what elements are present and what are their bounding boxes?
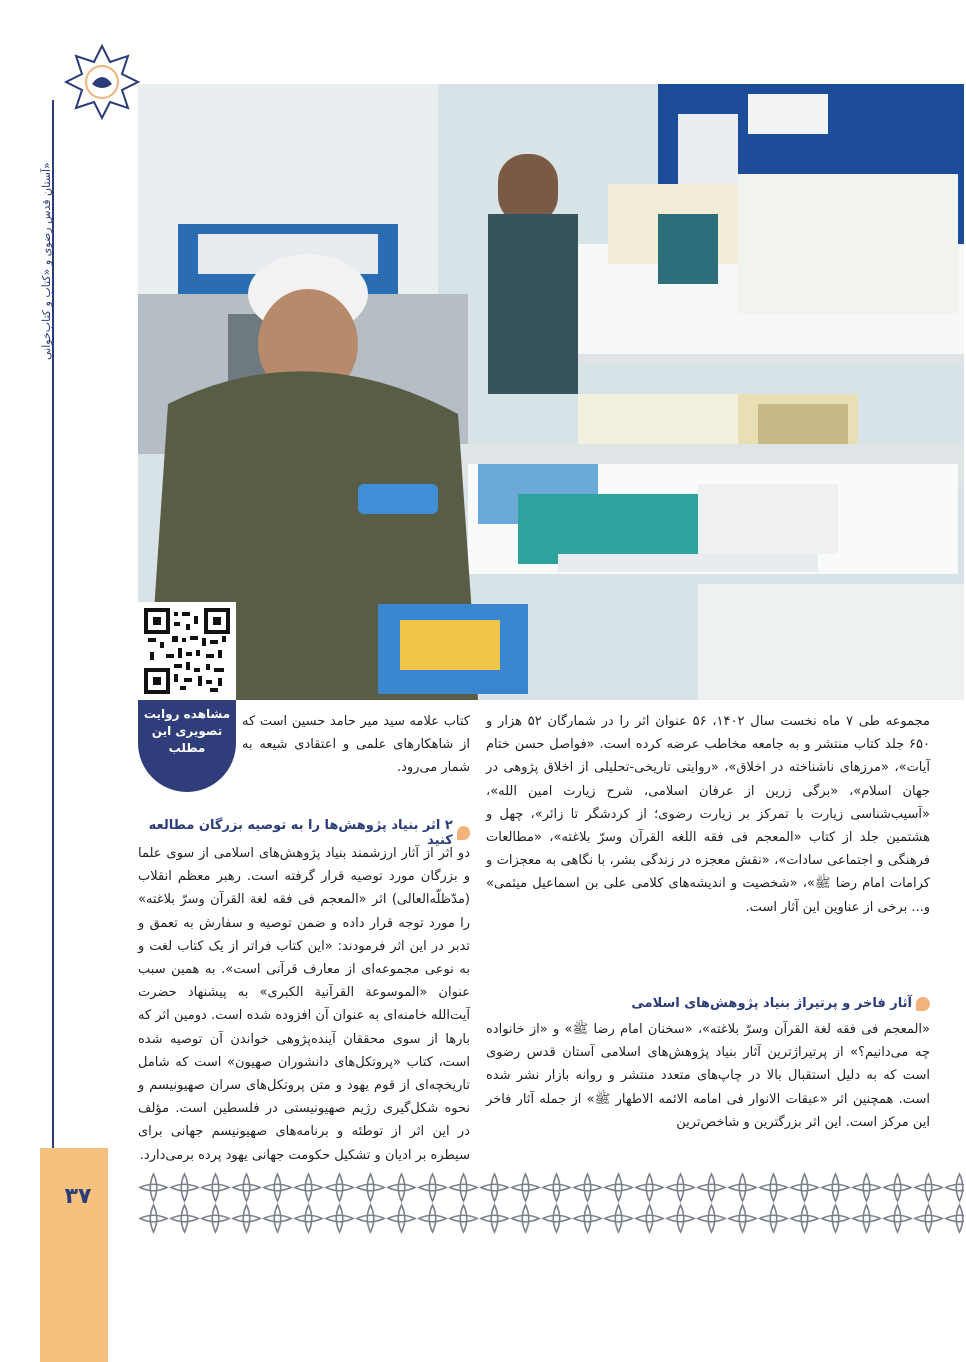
right-paragraph-1: مجموعه طی ۷ ماه نخست سال ۱۴۰۲، ۵۶ عنوان اثر را در شمارگان ۵۲ هزار و ۶۵۰ جلد کتاب منتشر و به جامعه مخاطب عرضه کرده است. «فواصل حسن ختام آیات»، «مرزهای ناشناخته در اخلاق»، «روایتی تاریخی-تحلیلی از اخلاق پژوهی در جهان اسلام»، «برگی زرین از عرفان اسلامی، شرح زیارت امین الله»، «آسیب‌شناسی زیارت با تمرکز بر زیارت رضوی؛ از کردشگر تا زائر»، چهل و هشتمین جلد از کتاب «المعجم فی فقه اللغه القرآن وسرّ بلاغته»، «مطالعات فرهنگی و اجتماعی سادات»، «نقش معجزه در زندگی بشر، با نگاهی به معجزات و کرامات امام رضا ﷺ»، «شخصیت و اندیشه‌های کلامی علی بن اسماعیل میثمی» و... برخی از عناوین این آثار است. <box>486 714 931 915</box>
heading-bullet-icon <box>457 826 470 840</box>
photo-illustration <box>138 84 964 700</box>
heading-fakhir-works: آثار فاخر و پرتیراژ بنیاد پژوهش‌های اسلامی <box>486 996 930 1011</box>
logo-emblem-icon <box>62 42 142 122</box>
qr-code[interactable] <box>138 602 236 700</box>
book-fair-photo <box>138 84 964 700</box>
heading-bullet-icon <box>916 997 930 1011</box>
page-number: ۳۷ <box>64 1184 92 1209</box>
heading-two-works: ۲ اثر بنیاد پژوهش‌ها را به توصیه بزرگان مطالعه کنید <box>138 818 470 848</box>
magazine-logo <box>62 42 142 122</box>
qr-code-icon <box>144 608 230 694</box>
qr-caption-text: مشاهده روایت تصویری این مطلب <box>143 707 231 755</box>
pattern-ornament-icon <box>138 1172 964 1234</box>
rail-caption: آستان قدس رضوی و «کتاب و کتاب‌خوانی» <box>40 162 53 360</box>
left-paragraph-1: دو اثر از آثار ارزشمند بنیاد پژوهش‌های اسلامی از سوی علما و بزرگان مورد توصیه قرار گرفته است. رهبر معظم انقلاب (مدّظلّه‌العالی) اثر «المعجم فی فقه لغة القرآن وسرّ بلاغته» را مورد توجه قرار داده و ضمن توصیه و سفارش به تعمق و تدبر در این اثر فرمودند: «این کتاب فراتر از یک کتاب لغت و به نوعی مجموعه‌ای از معارف قرآنی است». به همین سبب عنوان «الموسوعة القرآنیة الکبری» به پیشنهاد حضرت آیت‌الله خامنه‌ای به عنوان آن افزوده شده است. دومین اثر که بارها از سوی محققان آینده‌پژوهی خواندن آن توصیه شده است، کتاب «پروتکل‌های دانشوران صهیون» است که شامل تاریخچه‌ای از قوم یهود و متن پروتکل‌های سران صهیونیسم و نحوه شکل‌گیری رژیم صهیونیستی در فلسطین است. مؤلف در این اثر از توطئه و برنامه‌های صهیونیسم جهانی برای سیطره بر ادیان و تشکیل حکومت جهانی یهود پرده برمی‌دارد. <box>138 846 470 1163</box>
bottom-pattern-band <box>138 1172 964 1234</box>
page-tab <box>40 1148 108 1362</box>
qr-caption-badge[interactable] <box>138 700 236 792</box>
left-column-top <box>242 710 470 780</box>
left-column-body <box>138 842 470 1167</box>
left-paragraph-top: کتاب علامه سید میر حامد حسین است که از شاهکارهای علمی و اعتقادی شیعه به شمار می‌رود. <box>242 714 470 776</box>
right-paragraph-2: «المعجم فی فقه لغة القرآن وسرّ بلاغته»، «سخنان امام رضا ﷺ» و «از خانواده چه می‌دانیم؟» از پرتیراژترین آثار بنیاد پژوهش‌های اسلامی آستان قدس رضوی است که به دلیل استقبال بالا در چاپ‌های متعدد منتشر و روانه بازار نشر شده است. همچنین اثر «عبقات الانوار فی امامه الائمه الاطهار ﷺ» از جمله آثار فاخر این مرکز است. این اثر بزرگترین و شاخص‌ترین <box>486 1022 930 1130</box>
right-column <box>486 710 930 919</box>
right-column-lower <box>486 1018 930 1134</box>
